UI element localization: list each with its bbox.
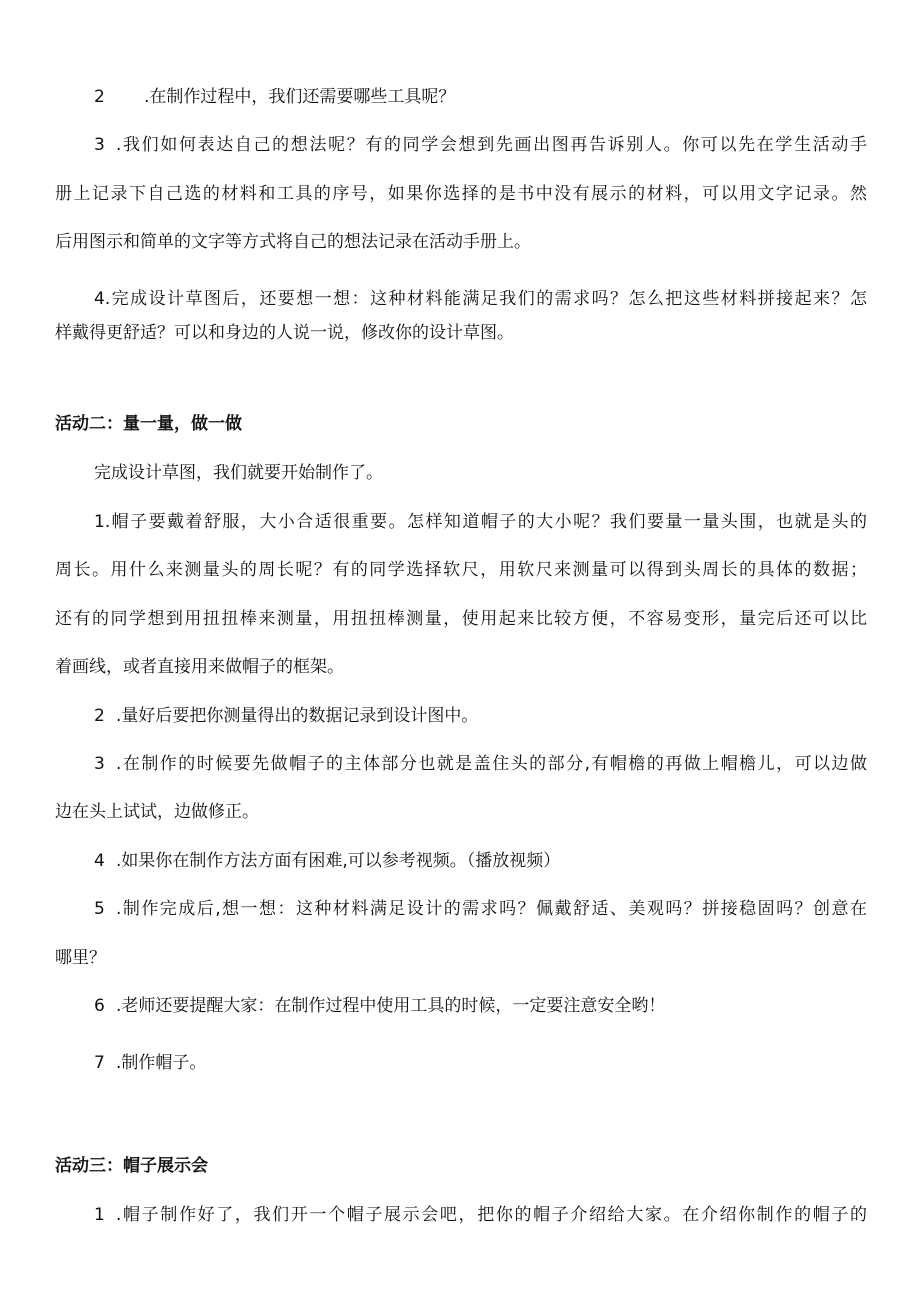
paragraph-text: .如果你在制作方法方面有困难,可以参考视频。（播放视频） — [116, 851, 561, 871]
item-number: 3 — [94, 135, 105, 155]
paragraph-express-ideas-line-2: 册上记录下自己选的材料和工具的序号，如果你选择的是书中没有展示的材料，可以用文字记录。然 — [55, 184, 867, 204]
paragraph-text: .老师还要提醒大家：在制作过程中使用工具的时候，一定要注意安全哟！ — [116, 996, 666, 1016]
paragraph-make-body-line-1 — [94, 752, 867, 776]
item-number: 5 — [94, 899, 105, 919]
item-number: 6 — [94, 996, 105, 1016]
item-number: 1 — [94, 1205, 105, 1225]
paragraph-measure-line-3: 还有的同学想到用扭扭棒来测量，用扭扭棒测量，使用起来比较方便，不容易变形，量完后还可以比 — [55, 609, 867, 629]
item-number: 2 — [94, 87, 105, 107]
paragraph-text: .帽子制作好了，我们开一个帽子展示会吧，把你的帽子介绍给大家。在介绍你制作的帽子的 — [116, 1205, 867, 1225]
paragraph-text: .制作完成后,想一想：这种材料满足设计的需求吗？佩戴舒适、美观吗？拼接稳固吗？创意在 — [116, 899, 867, 919]
paragraph-text: .在制作的时候要先做帽子的主体部分也就是盖住头的部分,有帽檐的再做上帽檐儿，可以边做 — [116, 754, 867, 774]
item-number: 4 — [94, 851, 105, 871]
paragraph-text: .量好后要把你测量得出的数据记录到设计图中。 — [116, 706, 479, 726]
paragraph-express-ideas-line-1 — [94, 133, 867, 157]
paragraph-after-sketch-line-2: 样戴得更舒适？可以和身边的人说一说，修改你的设计草图。 — [55, 323, 514, 343]
paragraph-safety-reminder — [94, 994, 665, 1018]
paragraph-make-body-line-2: 边在头上试试，边做修正。 — [55, 802, 259, 822]
paragraph-measure-line-2: 周长。用什么来测量头的周长呢？有的同学选择软尺，用软尺来测量可以得到头周长的具体的数据； — [55, 560, 867, 580]
section-heading-activity-2: 活动二：量一量，做一做 — [55, 414, 242, 434]
paragraph-after-making-line-2: 哪里？ — [55, 948, 106, 968]
paragraph-record-data — [94, 704, 478, 728]
section-heading-activity-3: 活动三：帽子展示会 — [55, 1156, 208, 1176]
item-number: 7 — [94, 1053, 105, 1073]
paragraph-text: .我们如何表达自己的想法呢？有的同学会想到先画出图再告诉别人。你可以先在学生活动手 — [116, 135, 867, 155]
paragraph-after-making-line-1 — [94, 897, 867, 921]
paragraph-tools-question — [94, 85, 455, 109]
paragraph-measure-line-1: 1.帽子要戴着舒服，大小合适很重要。怎样知道帽子的大小呢？我们要量一量头围，也就是头的 — [94, 512, 867, 532]
paragraph-measure-line-4: 着画线，或者直接用来做帽子的框架。 — [55, 657, 344, 677]
paragraph-express-ideas-line-3: 后用图示和简单的文字等方式将自己的想法记录在活动手册上。 — [55, 232, 531, 252]
paragraph-video-reference — [94, 849, 560, 873]
paragraph-hat-show-line-1 — [94, 1203, 867, 1227]
paragraph-intro-activity-2: 完成设计草图，我们就要开始制作了。 — [94, 463, 383, 483]
paragraph-make-hat — [94, 1051, 206, 1075]
item-number: 3 — [94, 754, 105, 774]
paragraph-text: .制作帽子。 — [116, 1053, 207, 1073]
paragraph-after-sketch-line-1: 4.完成设计草图后，还要想一想：这种材料能满足我们的需求吗？怎么把这些材料拼接起来？怎 — [94, 289, 867, 309]
paragraph-text: .在制作过程中，我们还需要哪些工具呢？ — [144, 87, 456, 107]
item-number: 2 — [94, 706, 105, 726]
